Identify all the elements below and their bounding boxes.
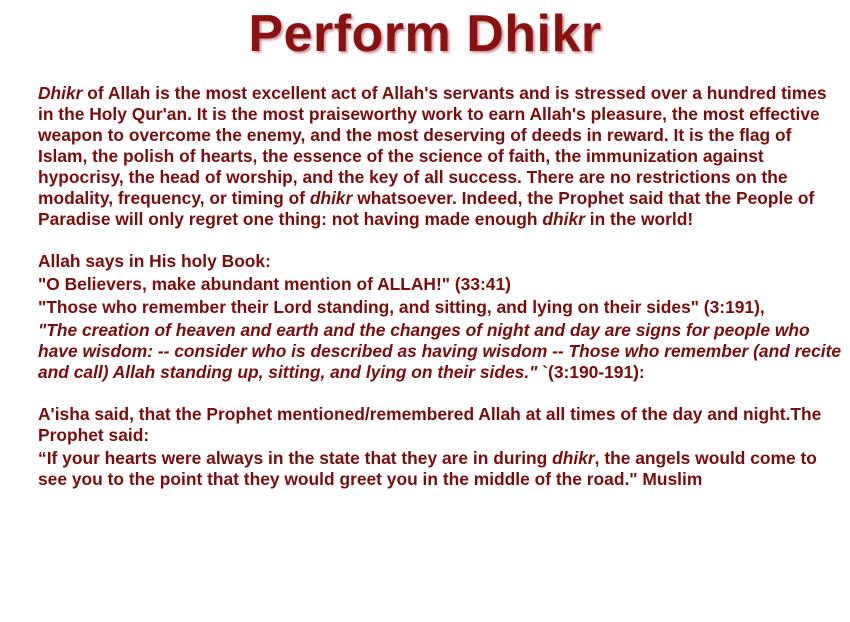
spacer xyxy=(38,383,843,404)
hadith-quote-part-2: , the angels would come to see you to the point that they would greet you in the middle of the road." Muslim xyxy=(38,448,817,489)
article-body xyxy=(38,83,843,490)
page-title: Perform Dhikr xyxy=(248,5,602,63)
intro-text-2: whatsoever. Indeed, the Prophet said that the People of Paradise will only regret one thing: not having made enough xyxy=(38,188,815,229)
intro-text-1: of Allah is the most excellent act of Allah's servants and is stressed over a hundred times in the Holy Qur'an. It is the most praiseworthy work to earn Allah's pleasure, the most effective weapon to overcome the enemy, and the most deserving of deeds in reward. It is the flag of Islam, the polish of hearts, the essence of the science of faith, the immunization against hypocrisy, the head of worship, and the key of all success. There are no restrictions on the modality, frequency, or timing of xyxy=(38,83,827,208)
intro-paragraph xyxy=(38,83,843,230)
hadith-intro: A'isha said, that the Prophet mentioned/remembered Allah at all times of the day and night.The Prophet said: xyxy=(38,404,822,445)
spacer xyxy=(38,230,843,251)
quran-verse-3-191: "Those who remember their Lord standing, and sitting, and lying on their sides" (3:191), xyxy=(38,297,765,317)
intro-term-dhikr-3: dhikr xyxy=(542,209,585,229)
hadith-quote xyxy=(38,448,843,490)
intro-text-3: in the world! xyxy=(584,209,694,229)
intro-term-dhikr: Dhikr xyxy=(38,83,83,103)
quran-heading: Allah says in His holy Book: xyxy=(38,251,271,271)
quran-verse-3-190-191-ref: `(3:190-191): xyxy=(537,362,645,382)
quran-verse-3-190-191-text: "The creation of heaven and earth and the changes of night and day are signs for people who have wisdom: -- consider who is described as having wisdom -- Those who remember (and recite and call) Allah standing up, sitting, and lying on their sides." xyxy=(38,320,842,382)
quran-verse-33-41: "O Believers, make abundant mention of ALLAH!" (33:41) xyxy=(38,274,511,294)
hadith-quote-part-1: “If your hearts were always in the state that they are in during xyxy=(38,448,553,468)
hadith-term-dhikr: dhikr xyxy=(552,448,595,468)
quran-verse-3-190-191 xyxy=(38,320,843,383)
intro-term-dhikr-2: dhikr xyxy=(309,188,353,208)
